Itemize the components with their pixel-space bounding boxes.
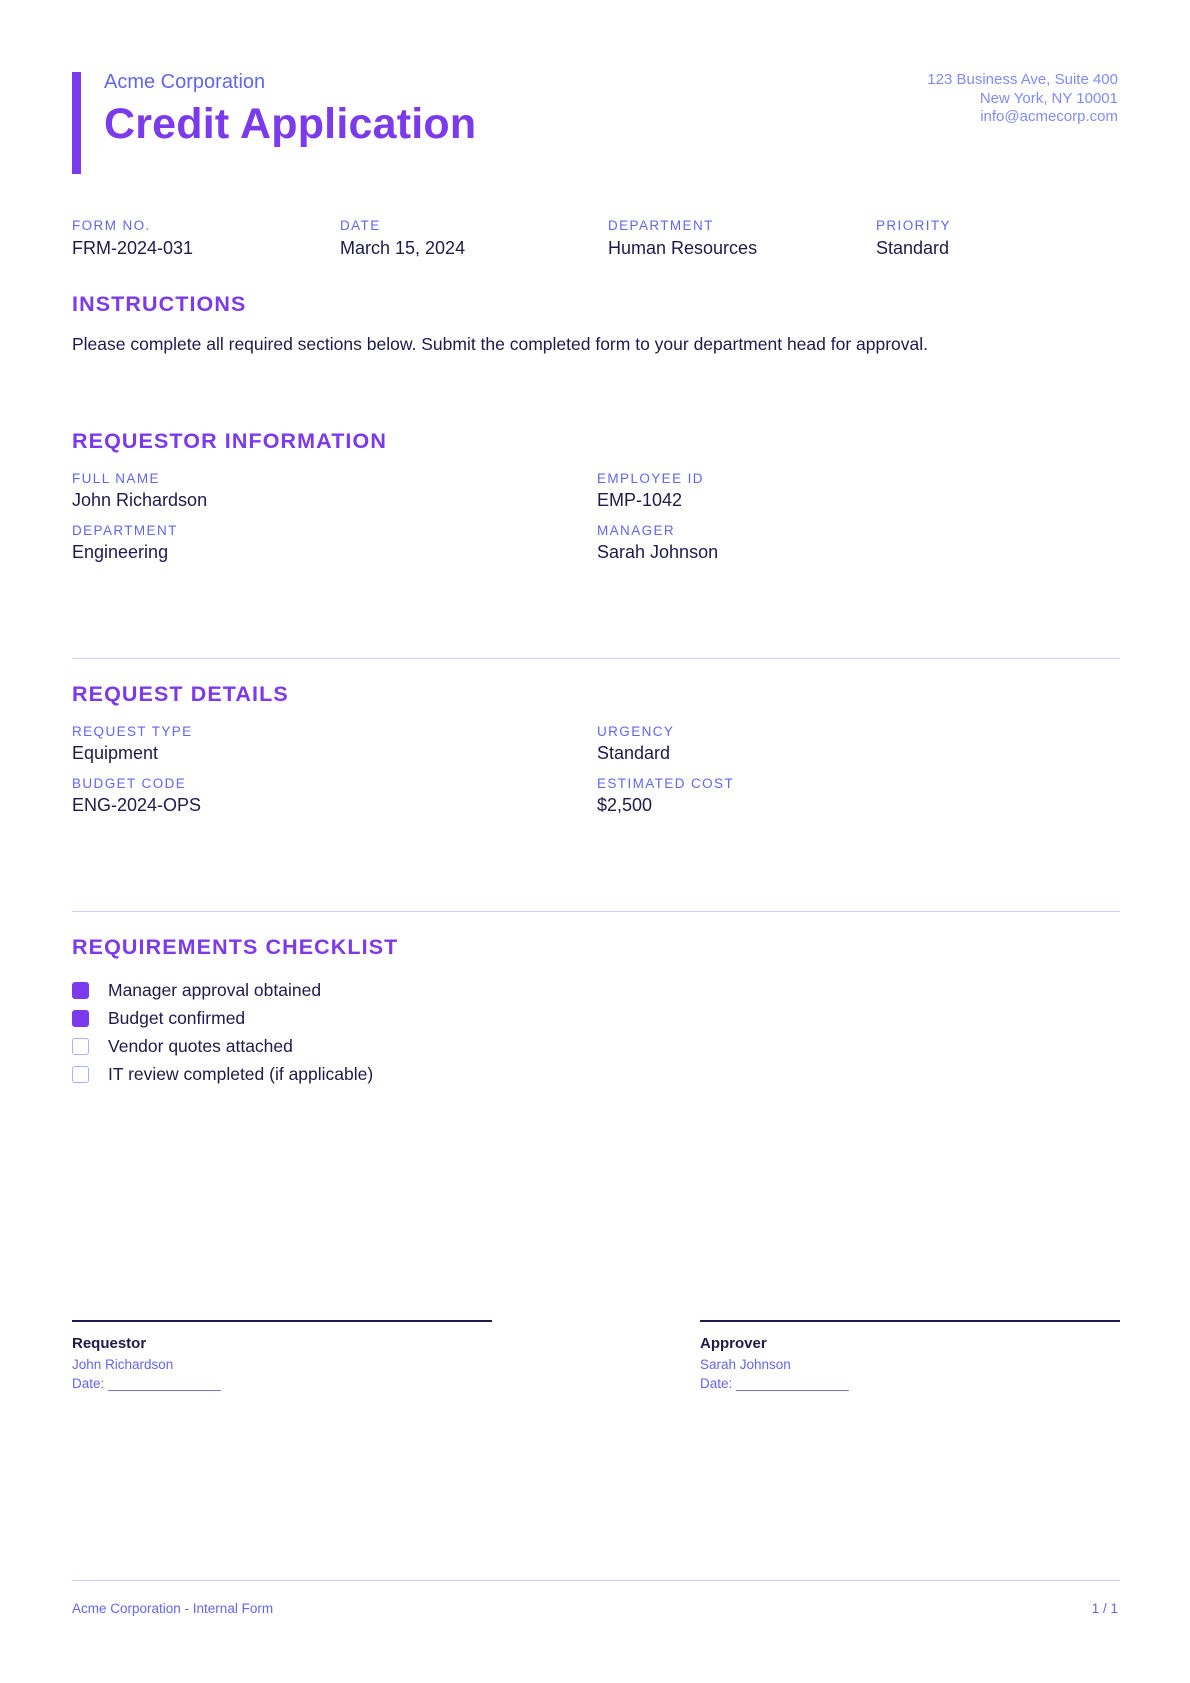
checklist-item[interactable] (72, 976, 373, 1004)
company-email: info@acmecorp.com (980, 108, 1118, 125)
field-value: Sarah Johnson (597, 542, 719, 562)
checklist-item-label: Vendor quotes attached (108, 1035, 293, 1056)
field-label: REQUEST TYPE (72, 724, 193, 739)
field-value: John Richardson (72, 490, 208, 510)
section-divider (72, 658, 1120, 659)
meta-priority (876, 218, 951, 259)
checklist-item-label: Budget confirmed (108, 1007, 246, 1028)
meta-value: Standard (876, 238, 950, 258)
requirements-checklist (72, 976, 373, 1088)
header-accent-bar (72, 72, 81, 174)
field-label: DEPARTMENT (72, 523, 178, 538)
field-label: FULL NAME (72, 471, 160, 486)
checkbox[interactable] (72, 982, 89, 999)
signature-date[interactable]: Date: _______________ (700, 1376, 849, 1391)
field-label: MANAGER (597, 523, 676, 538)
signature-name: Sarah Johnson (700, 1357, 791, 1372)
meta-date (340, 218, 465, 259)
section-divider (72, 911, 1120, 912)
signature-date[interactable]: Date: _______________ (72, 1376, 221, 1391)
address-line-1: 123 Business Ave, Suite 400 (927, 71, 1118, 88)
checkbox[interactable] (72, 1066, 89, 1083)
field-budget-code (72, 776, 201, 816)
meta-label: FORM NO. (72, 218, 151, 233)
request-section-title: REQUEST DETAILS (72, 682, 289, 706)
field-value: $2,500 (597, 795, 653, 815)
company-address (927, 71, 1118, 127)
signature-line[interactable] (72, 1320, 492, 1322)
meta-label: DEPARTMENT (608, 218, 714, 233)
page-title: Credit Application (104, 100, 477, 148)
instructions-text: Please complete all required sections below. Submit the completed form to your department head for approval. (72, 334, 929, 354)
checklist-item-label: IT review completed (if applicable) (108, 1063, 374, 1084)
approver-signature-block (700, 1320, 1120, 1391)
instructions-title: INSTRUCTIONS (72, 292, 247, 316)
meta-value: FRM-2024-031 (72, 238, 194, 258)
requestor-section-title: REQUESTOR INFORMATION (72, 429, 387, 453)
signature-name: John Richardson (72, 1357, 174, 1372)
field-manager (597, 523, 718, 563)
meta-department (608, 218, 757, 259)
form-meta (72, 218, 1120, 268)
address-line-2: New York, NY 10001 (979, 89, 1118, 107)
company-name: Acme Corporation (104, 71, 266, 93)
checklist-item[interactable] (72, 1004, 373, 1032)
field-value: Equipment (72, 743, 159, 763)
footer-text: Acme Corporation - Internal Form (72, 1601, 274, 1616)
signature-role: Requestor (72, 1335, 147, 1352)
field-urgency (597, 724, 674, 764)
requestor-signature-block (72, 1320, 492, 1391)
field-employee-id (597, 471, 704, 511)
field-label: ESTIMATED COST (597, 776, 735, 791)
checkbox[interactable] (72, 1038, 89, 1055)
checklist-section-title: REQUIREMENTS CHECKLIST (72, 935, 399, 959)
meta-label: PRIORITY (876, 218, 951, 233)
field-request-type (72, 724, 193, 764)
signature-role: Approver (700, 1335, 767, 1352)
footer-divider (72, 1580, 1120, 1581)
checklist-item-label: Manager approval obtained (108, 979, 322, 1000)
meta-form-no (72, 218, 193, 259)
field-full-name (72, 471, 207, 511)
checklist-item[interactable] (72, 1060, 373, 1088)
field-estimated-cost (597, 776, 734, 816)
field-value: Engineering (72, 542, 169, 562)
field-department (72, 523, 178, 563)
signature-line[interactable] (700, 1320, 1120, 1322)
checkbox[interactable] (72, 1010, 89, 1027)
field-value: ENG-2024-OPS (72, 795, 202, 815)
field-value: EMP-1042 (597, 490, 683, 510)
meta-label: DATE (340, 218, 381, 233)
field-label: URGENCY (597, 724, 675, 739)
checklist-item[interactable] (72, 1032, 373, 1060)
meta-value: March 15, 2024 (340, 238, 466, 258)
meta-value: Human Resources (608, 238, 758, 258)
page-number: 1 / 1 (1091, 1601, 1118, 1616)
field-label: EMPLOYEE ID (597, 471, 704, 486)
field-value: Standard (597, 743, 671, 763)
field-label: BUDGET CODE (72, 776, 187, 791)
